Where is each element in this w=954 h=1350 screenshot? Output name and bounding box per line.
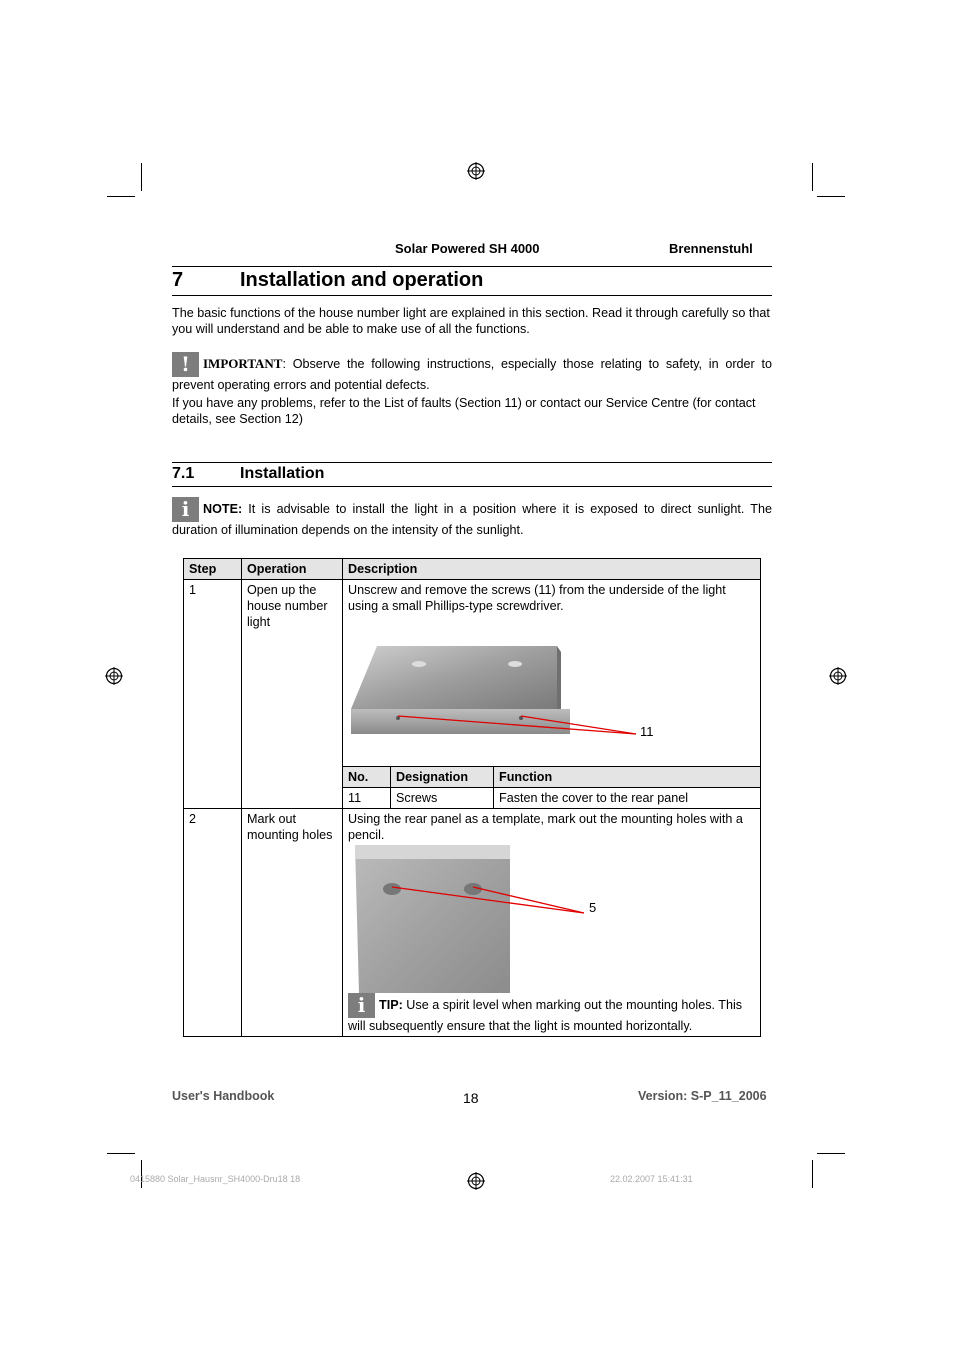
footer-version: Version: S-P_11_2006 (638, 1089, 767, 1103)
parts-table (343, 766, 760, 808)
step-description-cell (343, 580, 761, 809)
important-label: IMPORTANT (203, 356, 283, 371)
crop-mark (812, 163, 813, 191)
info-icon: i (172, 497, 199, 522)
parts-function: Fasten the cover to the rear panel (494, 788, 761, 809)
parts-header-function: Function (494, 767, 761, 788)
section-number: 7 (172, 269, 184, 291)
section-title: Installation and operation (240, 269, 484, 291)
parts-header-row (343, 767, 760, 788)
tip-label: TIP: (379, 998, 403, 1012)
header-step: Step (184, 559, 242, 580)
step-description: Unscrew and remove the screws (11) from the underside of the light using a small Phillips-type screwdriver. (348, 583, 726, 613)
step-operation: Mark out mounting holes (242, 809, 343, 1037)
tip-text: Use a spirit level when marking out the mounting holes. This will subsequently ensure that the light is mounted horizontally. (348, 998, 743, 1033)
footer-left: User's Handbook (172, 1089, 275, 1103)
registration-mark-icon (105, 667, 123, 685)
header-rule (172, 266, 772, 267)
subsection-rule-top (172, 462, 772, 463)
table-header-row (184, 559, 761, 580)
crop-mark (817, 1153, 845, 1154)
print-slug-date: 22.02.2007 15:41:31 (610, 1174, 693, 1184)
registration-mark-icon (829, 667, 847, 685)
subsection-number: 7.1 (172, 465, 195, 482)
section-heading (172, 269, 483, 292)
parts-designation: Screws (391, 788, 494, 809)
crop-mark (107, 1153, 135, 1154)
step-operation: Open up the house number light (242, 580, 343, 809)
rear-panel-figure (348, 843, 755, 993)
step-number: 2 (184, 809, 242, 1037)
header-operation: Operation (242, 559, 343, 580)
registration-mark-icon (467, 1172, 485, 1190)
info-icon: i (348, 993, 375, 1018)
header-brand: Brennenstuhl (669, 241, 753, 256)
parts-no: 11 (343, 788, 391, 809)
table-row (343, 788, 760, 809)
light-cover-figure (343, 616, 760, 766)
subsection-rule-bottom (172, 486, 772, 487)
note-text: It is advisable to install the light in a position where it is exposed to direct sunlight. The duration of illumination depends on the intensity of the sunlight. (172, 502, 772, 537)
note-paragraph (172, 497, 772, 538)
parts-header-no: No. (343, 767, 391, 788)
important-text: : Observe the following instructions, especially those relating to safety, in order to prevent operating errors and potential defects. (172, 357, 772, 392)
subsection-heading (172, 465, 324, 483)
housing-photo-image (343, 616, 763, 766)
tip-paragraph (348, 993, 755, 1034)
crop-mark (107, 196, 135, 197)
callout-number: 11 (640, 724, 654, 739)
crop-mark (812, 1160, 813, 1188)
header-model: Solar Powered SH 4000 (395, 241, 540, 256)
step-description-cell (343, 809, 761, 1037)
step-number: 1 (184, 580, 242, 809)
subsection-title: Installation (240, 465, 325, 482)
section-rule (172, 295, 772, 296)
table-row (184, 580, 761, 809)
callout-number: 5 (589, 900, 597, 915)
parts-header-designation: Designation (391, 767, 494, 788)
intro-paragraph: The basic functions of the house number light are explained in this section. Read it through carefully so that you will understand and be able to make use of all the functions. (172, 306, 770, 336)
crop-mark (817, 196, 845, 197)
exclamation-icon: ! (172, 352, 199, 377)
step-description: Using the rear panel as a template, mark out the mounting holes with a pencil. (348, 812, 743, 842)
important-paragraph (172, 352, 772, 393)
page-number: 18 (463, 1090, 479, 1106)
rear-panel-photo-image (348, 843, 768, 993)
note-label: NOTE: (203, 502, 243, 516)
important-paragraph-2: If you have any problems, refer to the List of faults (Section 11) or contact our Service Centre (for contact details, see Section 12) (172, 396, 756, 426)
table-row (184, 809, 761, 1037)
print-slug-file: 0415880 Solar_Hausnr_SH4000-Dru18 18 (130, 1174, 301, 1184)
header-description: Description (343, 559, 761, 580)
crop-mark (141, 163, 142, 191)
registration-mark-icon (467, 162, 485, 180)
installation-table (183, 558, 761, 1037)
